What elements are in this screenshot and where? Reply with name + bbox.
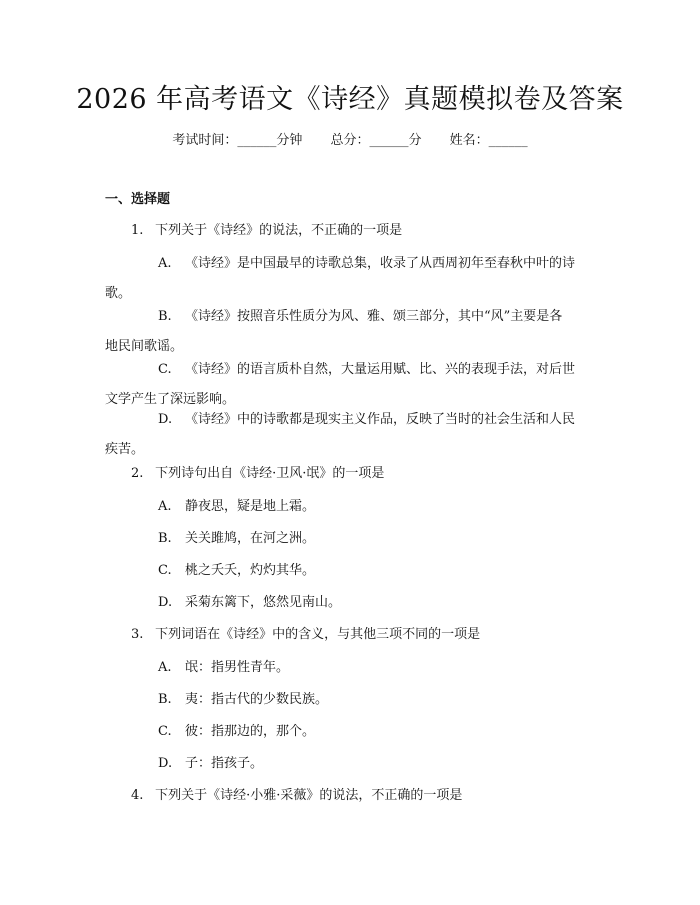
question-text: 下列关于《诗经》的说法，不正确的一项是 (155, 223, 403, 238)
question-3-option-b (158, 690, 328, 710)
exam-info-row (0, 131, 700, 151)
question-number: 3. (131, 627, 144, 642)
page-title: 2026 年高考语文《诗经》真题模拟卷及答案 (76, 84, 624, 115)
question-3-option-a (158, 658, 289, 678)
option-text: 子：指孩子。 (185, 756, 264, 771)
option-text: 《诗经》的语言质朴自然，大量运用赋、比、兴的表现手法，对后世 (185, 362, 576, 377)
option-text: 《诗经》按照音乐性质分为风、雅、颂三部分，其中“风”主要是各 (185, 309, 563, 324)
option-text-continued: 歌。 (105, 286, 132, 301)
question-text: 下列词语在《诗经》中的含义，与其他三项不同的一项是 (155, 627, 481, 642)
option-letter: A. (158, 499, 172, 514)
option-text: 桃之夭夭，灼灼其华。 (185, 563, 316, 578)
question-text: 下列诗句出自《诗经·卫风·氓》的一项是 (155, 466, 385, 481)
student-name-field: 姓名：______ (449, 133, 528, 148)
option-letter: D. (158, 756, 173, 771)
option-letter: D. (158, 595, 173, 610)
question-2-option-c (158, 561, 315, 581)
option-letter: D. (158, 412, 173, 427)
option-letter: B. (158, 531, 172, 546)
question-2-option-a (158, 497, 315, 517)
question-4 (131, 786, 462, 806)
question-2 (131, 464, 384, 484)
option-text-continued: 地民间歌谣。 (105, 339, 184, 354)
option-text: 氓：指男性青年。 (185, 660, 290, 675)
question-1-option-b (105, 302, 600, 362)
question-1 (131, 221, 402, 241)
section-heading-choice: 一、选择题 (105, 192, 171, 207)
question-number: 1. (131, 223, 144, 238)
question-3-option-c (158, 722, 315, 742)
question-number: 2. (131, 466, 144, 481)
question-1-option-d (105, 405, 600, 465)
question-3 (131, 625, 480, 645)
option-letter: A. (158, 256, 172, 271)
option-text: 采菊东篱下，悠然见南山。 (185, 595, 342, 610)
option-text-continued: 疾苦。 (105, 442, 145, 457)
option-text: 夷：指古代的少数民族。 (185, 692, 329, 707)
exam-time-field: 考试时间：______分钟 (172, 133, 303, 148)
question-text: 下列关于《诗经·小雅·采薇》的说法，不正确的一项是 (155, 788, 463, 803)
option-letter: C. (158, 724, 172, 739)
question-2-option-b (158, 529, 315, 549)
option-letter: A. (158, 660, 172, 675)
question-3-option-d (158, 754, 263, 774)
option-text: 《诗经》是中国最早的诗歌总集，收录了从西周初年至春秋中叶的诗 (185, 256, 576, 271)
option-letter: B. (158, 692, 172, 707)
total-score-field: 总分：______分 (330, 133, 422, 148)
option-text: 静夜思，疑是地上霜。 (185, 499, 316, 514)
option-letter: B. (158, 309, 172, 324)
option-text-continued: 文学产生了深远影响。 (105, 392, 236, 407)
option-letter: C. (158, 362, 172, 377)
option-text: 彼：指那边的，那个。 (185, 724, 316, 739)
option-letter: C. (158, 563, 172, 578)
option-text: 关关雎鸠，在河之洲。 (185, 531, 316, 546)
question-2-option-d (158, 593, 341, 613)
option-text: 《诗经》中的诗歌都是现实主义作品，反映了当时的社会生活和人民 (185, 412, 576, 427)
question-1-option-a (105, 249, 600, 309)
question-number: 4. (131, 788, 144, 803)
